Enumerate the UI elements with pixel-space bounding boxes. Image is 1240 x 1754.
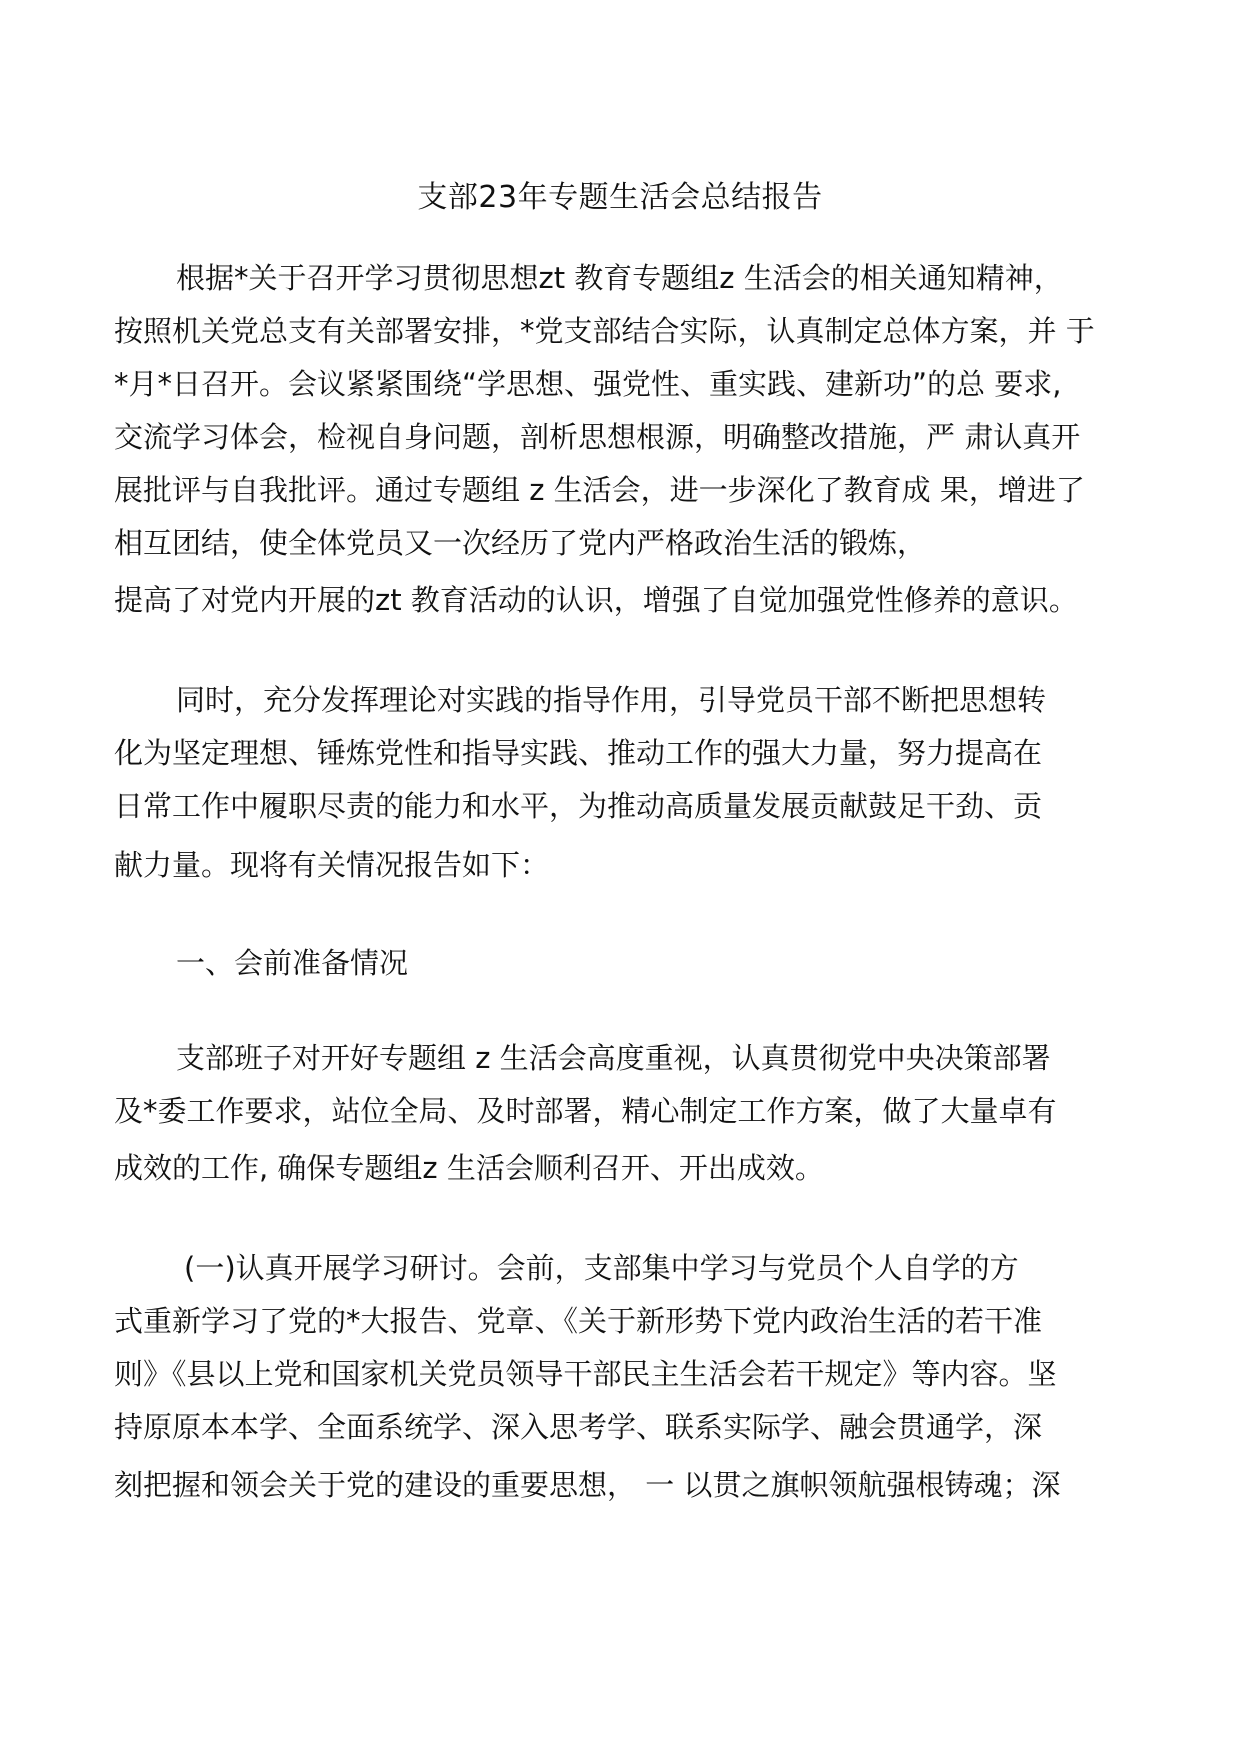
paragraph-line: 成效的工作, 确保专题组z 生活会顺利召开、开出成效。: [114, 1151, 824, 1185]
paragraph-line: 式重新学习了党的*大报告、党章、《关于新形势下党内政治生活的若干准: [114, 1304, 1043, 1338]
paragraph-line: 支部班子对开好专题组 z 生活会高度重视，认真贯彻党中央决策部署: [176, 1041, 1051, 1075]
paragraph-line: 提高了对党内开展的zt 教育活动的认识，增强了自觉加强党性修养的意识。: [114, 583, 1078, 617]
paragraph-line: (一)认真开展学习研讨。会前，支部集中学习与党员个人自学的方: [184, 1251, 1019, 1285]
paragraph-line: 则》《县以上党和国家机关党员领导干部民主生活会若干规定》等内容。坚: [114, 1357, 1057, 1391]
paragraph-line: *月*日召开。会议紧紧围绕“学思想、强党性、重实践、建新功”的总 要求,: [114, 367, 1062, 401]
paragraph-line: 根据*关于召开学习贯彻思想zt 教育专题组z 生活会的相关通知精神，: [176, 261, 1063, 295]
paragraph-line: 交流学习体会，检视自身问题，剖析思想根源，明确整改措施，严 肃认真开: [114, 420, 1081, 454]
paragraph-line: 按照机关党总支有关部署安排，*党支部结合实际，认真制定总体方案，并 于: [114, 314, 1095, 348]
paragraph-line: 同时，充分发挥理论对实践的指导作用，引导党员干部不断把思想转: [176, 683, 1047, 717]
section-heading: 一、会前准备情况: [176, 946, 409, 980]
paragraph-line: 献力量。现将有关情况报告如下：: [114, 848, 550, 882]
paragraph-line: 日常工作中履职尽责的能力和水平，为推动高质量发展贡献鼓足干劲、贡: [114, 789, 1043, 823]
document-title: 支部23年专题生活会总结报告: [417, 180, 823, 215]
paragraph-line: 及*委工作要求，站位全局、及时部署，精心制定工作方案，做了大量卓有: [114, 1094, 1057, 1128]
paragraph-line: 相互团结，使全体党员又一次经历了党内严格政治生活的锻炼，: [114, 526, 927, 560]
paragraph-line: 刻把握和领会关于党的建设的重要思想， 一 以贯之旗帜领航强根铸魂；深: [114, 1468, 1061, 1502]
paragraph-line: 持原原本本学、全面系统学、深入思考学、联系实际学、融会贯通学，深: [114, 1410, 1043, 1444]
paragraph-line: 展批评与自我批评。通过专题组 z 生活会，进一步深化了教育成 果，增进了: [114, 473, 1085, 507]
paragraph-line: 化为坚定理想、锤炼党性和指导实践、推动工作的强大力量，努力提高在: [114, 736, 1043, 770]
